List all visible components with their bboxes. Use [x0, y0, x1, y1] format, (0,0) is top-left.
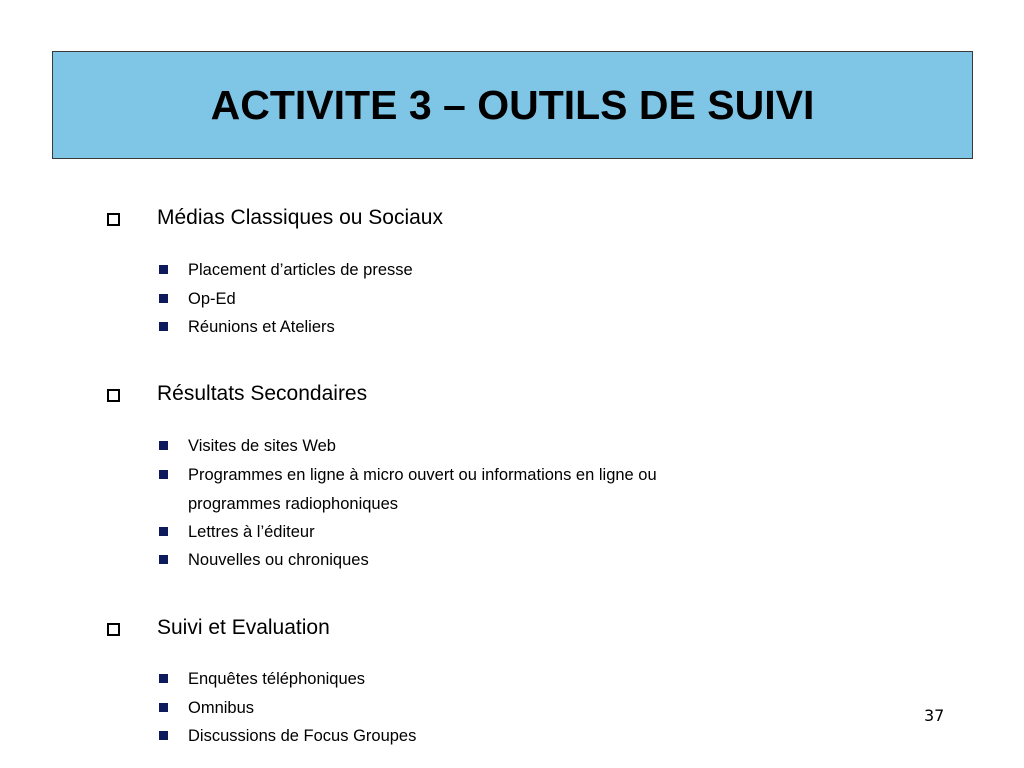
list-item: [0, 722, 1024, 751]
list-item: [0, 432, 1024, 461]
section-heading: Résultats Secondaires: [157, 382, 368, 405]
list-item: [0, 694, 1024, 723]
section-heading: Suivi et Evaluation: [157, 616, 330, 639]
page-number: 37: [924, 706, 945, 725]
list-item-label: Visites de sites Web: [188, 437, 336, 455]
filled-square-bullet-icon: [159, 703, 168, 712]
hollow-square-bullet-icon: [107, 623, 120, 636]
list-item: [0, 313, 1024, 342]
filled-square-bullet-icon: [159, 441, 168, 450]
list-item-label: Omnibus: [188, 699, 255, 717]
list-item: [0, 665, 1024, 694]
filled-square-bullet-icon: [159, 674, 168, 683]
list-item-label: Nouvelles ou chroniques: [188, 551, 369, 569]
filled-square-bullet-icon: [159, 294, 168, 303]
hollow-square-bullet-icon: [107, 389, 120, 402]
list-item: [0, 546, 1024, 575]
slide-title: ACTIVITE 3 – OUTILS DE SUIVI: [210, 81, 815, 128]
list-item: [0, 518, 1024, 547]
list-item: [0, 285, 1024, 314]
filled-square-bullet-icon: [159, 322, 168, 331]
list-item: [0, 256, 1024, 285]
list-item-label: Op-Ed: [188, 290, 236, 308]
filled-square-bullet-icon: [159, 527, 168, 536]
list-item-label: Réunions et Ateliers: [188, 318, 335, 336]
list-item-label: Placement d’articles de presse: [188, 261, 413, 279]
list-item-label: Enquêtes téléphoniques: [188, 670, 366, 688]
filled-square-bullet-icon: [159, 555, 168, 564]
list-item-label: Lettres à l’éditeur: [188, 523, 315, 541]
filled-square-bullet-icon: [159, 265, 168, 274]
title-banner: [52, 51, 973, 159]
filled-square-bullet-icon: [159, 470, 168, 479]
list-item-label: Discussions de Focus Groupes: [188, 727, 417, 745]
hollow-square-bullet-icon: [107, 213, 120, 226]
filled-square-bullet-icon: [159, 731, 168, 740]
list-item: [0, 461, 1024, 519]
section-heading: Médias Classiques ou Sociaux: [157, 206, 443, 229]
list-item-label-continued: programmes radiophoniques: [188, 495, 399, 513]
list-item-label: Programmes en ligne à micro ouvert ou informations en ligne ou: [188, 466, 657, 484]
